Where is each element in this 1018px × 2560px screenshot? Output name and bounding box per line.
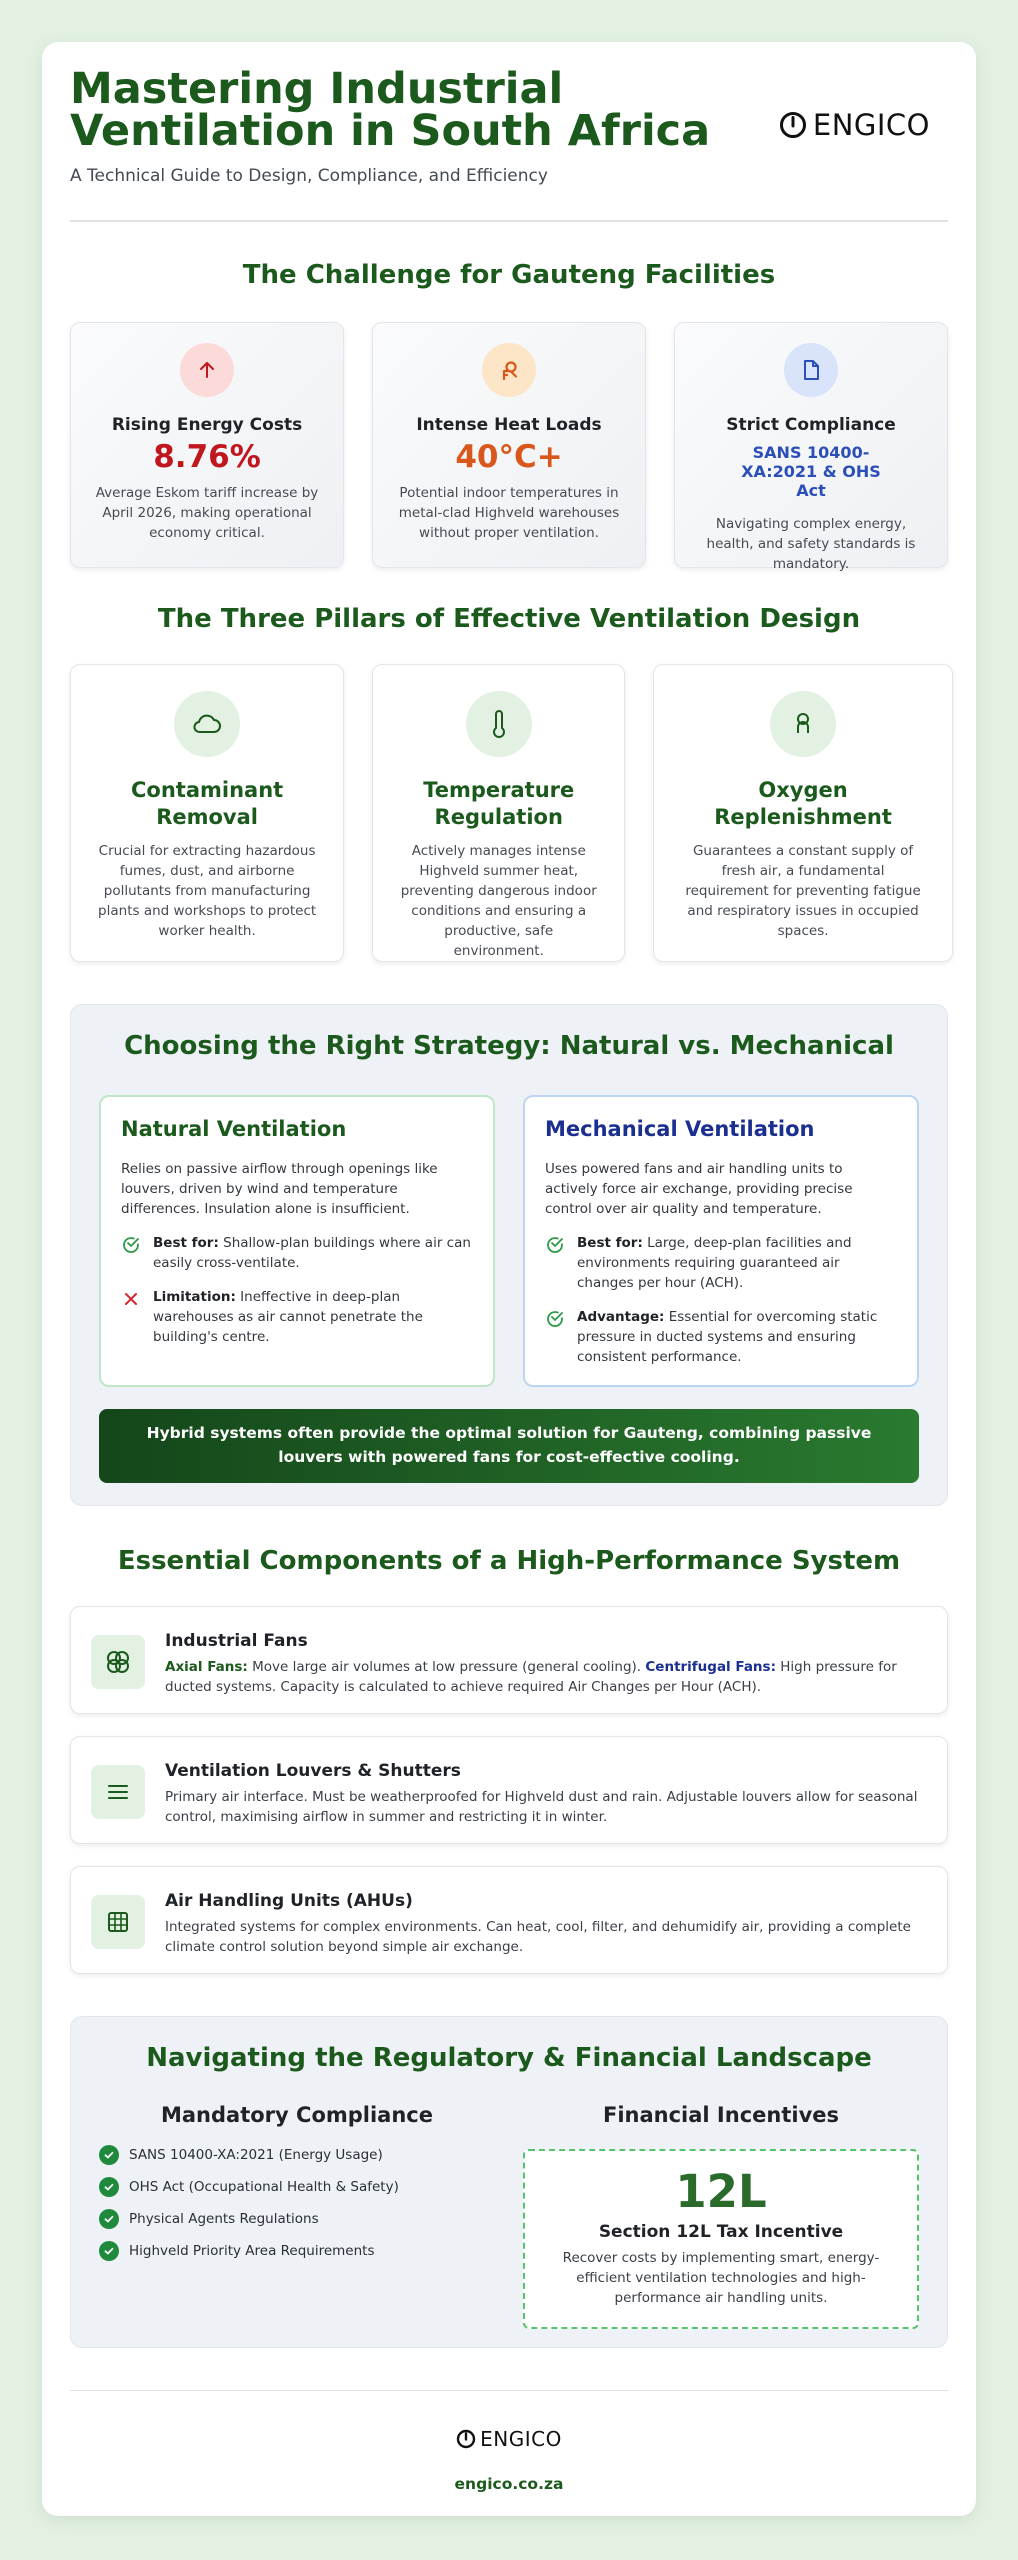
compliance-text: SANS 10400-XA:2021 (Energy Usage) [129,2147,383,2163]
challenge-label: Intense Heat Loads [416,415,602,435]
component-ahu [70,1866,948,1974]
check-circle-icon [121,1233,143,1273]
power-icon [779,111,807,139]
hybrid-banner: Hybrid systems often provide the optimal solution for Gauteng, combining passive louvers with powered fans for cost-effective cooling. [99,1409,919,1483]
financial-heading: Financial Incentives [602,2103,839,2127]
pillar-card-temperature [372,664,625,962]
advantage-text: Essential for overcoming static pressure in ducted systems and ensuring consistent performance. [577,1309,878,1365]
heat-icon [482,343,536,397]
compliance-list [99,2145,495,2261]
pillar-desc: Crucial for extracting hazardous fumes, dust, and airborne pollutants from manufacturing plants and workshops to protect worker health. [98,843,317,939]
best-for-label: Best for: [153,1235,219,1251]
title-block [70,64,711,186]
pillar-title: Temperature Regulation [423,778,575,829]
component-desc: Primary air interface. Must be weatherproofed for Highveld dust and rain. Adjustable louvers allow for seasonal control, maximising airflow in summer and restricting it in winter. [165,1789,918,1825]
challenge-label: Strict Compliance [726,415,896,435]
pillar-card-oxygen [653,664,953,962]
footer-divider [70,2390,948,2391]
mechanical-ventilation-card [523,1095,919,1387]
louver-icon [91,1765,145,1819]
compliance-text: Physical Agents Regulations [129,2211,319,2227]
logo-text: ENGICO [812,108,930,142]
natural-best-for [121,1233,473,1273]
challenge-card-heat [372,322,646,568]
mechanical-title: Mechanical Ventilation [545,1117,815,1141]
challenge-desc: Average Eskom tariff increase by April 2026, making operational economy critical. [95,485,319,541]
thermometer-icon [466,691,532,757]
challenge-value: SANS 10400-XA:2021 & OHS Act [741,443,881,500]
challenge-section-title: The Challenge for Gauteng Facilities [242,260,776,290]
infographic-page [42,42,976,2516]
challenge-label: Rising Energy Costs [111,415,303,435]
centrifugal-fans-label: Centrifugal Fans: [645,1659,776,1675]
component-industrial-fans [70,1606,948,1714]
strategy-columns [99,1095,919,1387]
compliance-heading: Mandatory Compliance [160,2103,433,2127]
best-for-label: Best for: [577,1235,643,1251]
best-for-text: Shallow-plan buildings where air can easily cross-ventilate. [153,1235,471,1271]
challenge-card-energy [70,322,344,568]
page-title [70,64,711,156]
pillar-card-contaminant [70,664,344,962]
limitation-label: Limitation: [153,1289,236,1305]
x-icon [121,1287,143,1347]
power-icon [456,2429,476,2449]
pillar-title: Oxygen Replenishment [714,778,892,829]
compliance-text: OHS Act (Occupational Health & Safety) [129,2179,399,2195]
component-title: Industrial Fans [165,1631,308,1651]
components-section-title: Essential Components of a High-Performance System [117,1546,901,1576]
incentive-title: Section 12L Tax Incentive [598,2222,844,2242]
check-icon [99,2145,119,2165]
pillar-cards [70,664,948,962]
cloud-icon [174,691,240,757]
check-icon [99,2209,119,2229]
fan-icon [91,1635,145,1689]
financial-column [523,2103,919,2329]
footer-url-link[interactable]: engico.co.za [454,2475,564,2493]
limitation-text: Ineffective in deep-plan warehouses as air cannot penetrate the building's centre. [153,1289,423,1345]
pillar-desc: Actively manages intense Highveld summer heat, preventing dangerous indoor conditions and ensuring a productive, safe environment. [400,843,597,959]
components-list [70,1606,948,1974]
grid-icon [91,1895,145,1949]
incentive-desc: Recover costs by implementing smart, energy-efficient ventilation technologies and high-performance air handling units. [562,2250,880,2306]
axial-fans-text: Move large air volumes at low pressure (general cooling). [247,1659,646,1675]
engico-logo [779,108,930,142]
incentive-box [523,2149,919,2329]
incentive-number: 12L [675,2165,767,2218]
oxygen-icon [770,691,836,757]
natural-ventilation-card [99,1095,495,1387]
strategy-panel [70,1004,948,1506]
check-circle-icon [545,1307,567,1367]
component-desc: Integrated systems for complex environments. Can heat, cool, filter, and dehumidify air, providing a complete climate control solution beyond simple air exchange. [165,1919,911,1955]
check-icon [99,2177,119,2197]
regulatory-panel [70,2016,948,2348]
mechanical-desc: Uses powered fans and air handling units to actively force air exchange, providing precise control over air quality and temperature. [545,1161,853,1217]
challenge-desc: Navigating complex energy, health, and safety standards is mandatory. [706,516,916,572]
compliance-item [99,2241,495,2261]
check-circle-icon [545,1233,567,1293]
regulatory-columns [99,2103,919,2329]
best-for-text: Large, deep-plan facilities and environments requiring guaranteed air changes per hour (ACH). [577,1235,852,1291]
natural-desc: Relies on passive airflow through openings like louvers, driven by wind and temperature differences. Insulation alone is insufficient. [121,1161,438,1217]
challenge-value: 40°C+ [455,439,563,475]
component-louvers [70,1736,948,1844]
mechanical-best-for [545,1233,897,1293]
compliance-item [99,2209,495,2229]
compliance-column [99,2103,495,2329]
title-line-1: Mastering Industrial [70,64,564,114]
page-subtitle: A Technical Guide to Design, Compliance, and Efficiency [70,166,548,186]
component-title: Air Handling Units (AHUs) [165,1891,413,1911]
compliance-text: Highveld Priority Area Requirements [129,2243,375,2259]
challenge-desc: Potential indoor temperatures in metal-clad Highveld warehouses without proper ventilation. [398,485,620,541]
pillar-desc: Guarantees a constant supply of fresh air, a fundamental requirement for preventing fatigue and respiratory issues in occupied spaces. [685,843,921,939]
regulatory-section-title: Navigating the Regulatory & Financial Landscape [146,2043,872,2073]
check-icon [99,2241,119,2261]
header [70,64,948,208]
component-title: Ventilation Louvers & Shutters [165,1761,461,1781]
document-icon [784,343,838,397]
axial-fans-label: Axial Fans: [165,1659,248,1675]
advantage-label: Advantage: [577,1309,665,1325]
component-desc [165,1657,927,1697]
pillars-section-title: The Three Pillars of Effective Ventilation Design [157,604,861,634]
mechanical-advantage [545,1307,897,1367]
compliance-item [99,2145,495,2165]
challenge-value: 8.76% [153,439,261,475]
natural-limitation [121,1287,473,1347]
pillar-title: Contaminant Removal [131,778,284,829]
natural-title: Natural Ventilation [121,1117,347,1141]
arrow-up-icon [180,343,234,397]
challenge-card-compliance [674,322,948,572]
compliance-item [99,2177,495,2197]
header-divider [70,220,948,222]
footer-logo-text: ENGICO [480,2427,562,2451]
footer-logo [70,2427,948,2451]
title-line-2: Ventilation in South Africa [70,106,711,156]
strategy-section-title: Choosing the Right Strategy: Natural vs. Mechanical [124,1031,894,1061]
challenge-cards [70,322,948,572]
centrifugal-fans-text: High pressure for ducted systems. Capacity is calculated to achieve required Air Changes per Hour (ACH). [165,1659,897,1695]
